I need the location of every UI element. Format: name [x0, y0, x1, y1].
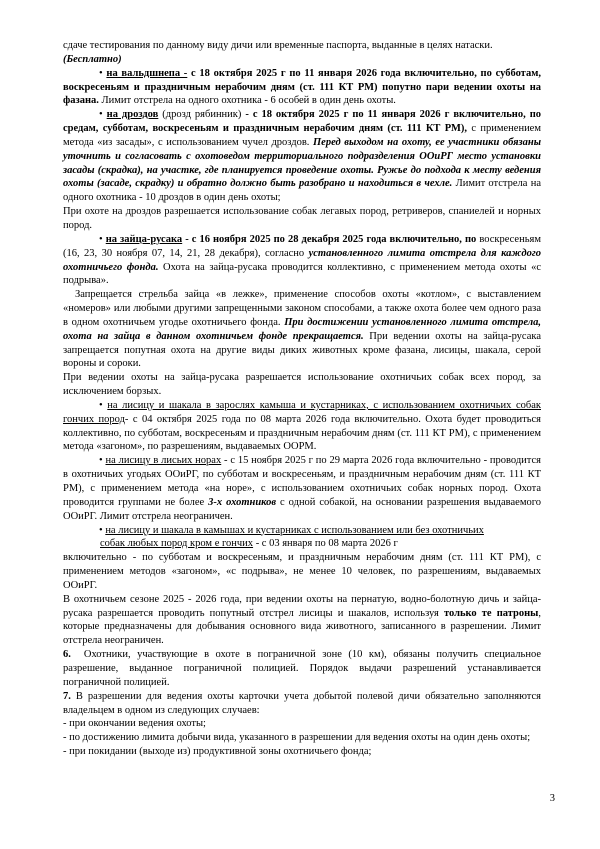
text-run: (Бесплатно): [63, 53, 122, 65]
bullet-marker: •: [99, 67, 107, 79]
text-run: Охота на зайца-русака проводится коллективно, с применением метода охоты «с подрыва».: [63, 261, 542, 287]
para-thrush-dogs: [63, 205, 541, 233]
text-run: - по достижению лимита добычи вида, указанного в разрешении для ведения охоты на один день охоты;: [63, 732, 531, 744]
para-case-leaving-zone: [63, 745, 541, 759]
para-item-7-record-cards: [63, 690, 541, 718]
text-run: При охоте на дроздов разрешается использование собак легавых пород, ретриверов, спаниелей и норных пород.: [63, 206, 541, 231]
para-woodcock-season: [63, 67, 541, 109]
bullet-marker: •: [99, 399, 108, 411]
text-run: собак любых пород кром е гончих: [100, 538, 254, 550]
text-run: Запрещается стрельба зайца «в лежке», применение способов охоты «котлом», с выставлением «номеров» или любыми другими запрещенными законом способами, а также охота более чем одного раза в одном охотничьем угодье охотничьего фонда.: [63, 289, 541, 328]
text-run: установленного лимита отстрела для каждого охотничьего фонда.: [63, 247, 542, 273]
text-run: - с 18 октября 2025 г по 11 января 2026 г включительно, по средам, субботам, воскресеньям и праздничным нерабочим дням (ст. 111 КТ РМ),: [63, 109, 541, 135]
text-run: Перед выходом на охоту, ее участники обязаны уточнить и согласовать с охотоведом территориального подразделения ООиРГ место установки засады (скрадка), на участке, где планируется проведение охоты. Ружье до подхода к месту ведения охоты (засаде, скрадку) и обратно должно быть разобрано и находиться в чехле.: [63, 136, 541, 190]
text-run: на зайца-русака: [105, 233, 183, 245]
para-fox-jackal-reeds-hounds: [63, 399, 541, 454]
bullet-marker: •: [99, 109, 107, 121]
para-thrush-season: [63, 108, 541, 205]
text-run: , которые предназначены для добывания основного вида животного, записанного в разрешении. Лимит отстрела неограничен.: [63, 607, 541, 647]
text-run: В разрешении для ведения охоты карточки учета добытой полевой дичи обязательно заполняются владельцем в одном из следующих случаев:: [63, 690, 541, 716]
text-run: воскресеньям (16, 23, 30 ноября 07, 14, 21, 28 декабря), согласно: [63, 233, 541, 259]
text-run: на дроздов: [106, 109, 159, 121]
para-season-incidental-shooting: [63, 593, 541, 648]
text-run: - с 16 ноября 2025 по 28 декабря 2025 года включительно, по: [182, 233, 480, 245]
item-number: 7.: [63, 690, 71, 702]
text-run: с применением метода «из засады», с использованием чучел дроздов.: [63, 123, 541, 148]
para-fox-dens: [63, 454, 541, 523]
text-run: При достижении установленного лимита отстрела, охота на зайца в данном охотничьем фонде прекращается.: [63, 316, 541, 342]
text-run: В охотничьем сезоне 2025 - 2026 года, при ведении охоты на пернатую, водно-болотную дичь и зайца-русака разрешается проводить попутный отстрел лисицы и шакалов, используя: [63, 593, 541, 619]
para-hare-restrictions: [63, 288, 541, 371]
bullet-marker: •: [99, 233, 106, 245]
para-case-end-of-hunt: [63, 717, 541, 731]
text-run: При ведении охоты на зайца-русака разрешается использование охотничьих собак всех пород, за исключением борзых.: [63, 372, 541, 398]
bullet-marker: •: [99, 455, 106, 467]
text-run: только те патроны: [443, 607, 539, 619]
text-run: с 18 октября 2025 г по 11 января 2026 года включительно, по субботам, воскресеньям и праздничным нерабочим дням (ст. 111 КТ РМ) попутно пари ведении охоты на фазана.: [63, 67, 541, 107]
bullet-marker: •: [99, 524, 106, 536]
para-free-note: [63, 53, 541, 67]
text-run: - при покидании (выходе из) продуктивной зоны охотничьего фонда;: [63, 746, 372, 758]
text-run: на лисицу и шакала в камышах и кустарниках с использованием или без охотничьих: [105, 524, 484, 536]
text-run: Лимит отстрела на одного охотника - 6 особей в один день охоты.: [98, 95, 396, 107]
text-run: (дрозд рябинник): [158, 109, 246, 121]
text-run: на лисицу и шакала в зарослях камыша и кустарниках, с использованием охотничьих собак гончих пород: [63, 399, 541, 425]
para-item-6-border-zone: [63, 648, 541, 690]
text-run: на лисицу в лисьих норах: [105, 455, 222, 467]
page-number: 3: [549, 793, 555, 804]
text-run: сдаче тестирования по данному виду дичи или временные паспорта, выданные в целях натаски.: [63, 40, 493, 51]
para-fox-jackal-reeds-anydogs: [63, 524, 541, 593]
text-run: на вальдшнепа -: [106, 67, 188, 79]
para-case-limit-reached: [63, 731, 541, 745]
text-run: - с 15 ноября 2025 г по 29 марта 2026 года включительно - проводится в охотничьих угодьях ООиРГ, по субботам и воскресеньям, и праздничным нерабочим дням (ст. 111 КТ РМ), с применением метода «на норе», с использованием охотничьих собак норных пород. Охота проводится группами не более: [63, 455, 541, 508]
para-hare-dogs: [63, 371, 541, 399]
text-run: - с 03 января по 08 марта 2026 г: [253, 538, 398, 550]
text-run: При ведении охоты на зайца-русака запрещается попутная охота на другие виды диких животных кроме фазана, лисицы, шакала, серой вороны и сороки.: [63, 330, 541, 370]
text-run: Лимит отстрела на одного охотника - 10 дроздов в один день охоты;: [63, 178, 541, 204]
item-number: 6.: [63, 649, 71, 661]
document-content: [63, 39, 541, 759]
text-run: Охотники, участвующие в охоте в пограничной зоне (10 км), обязаны получить специальное разрешение, выданное пограничной полицией. Порядок выдачи разрешений устанавливается пограничной полицией.: [63, 649, 541, 688]
text-run: с одной собакой, на основании разрешения выдаваемого ООиРГ. Лимит отстрела неограничен.: [63, 496, 542, 522]
text-run: - при окончании ведения охоты;: [63, 718, 206, 730]
text-run: включительно - по субботам и воскресеньям, и праздничным нерабочим дням (ст. 111 КТ РМ), с применением методов «загоном», «с подрыва», не менее 10 человек, по разрешениям, выдаваемых ООиРГ.: [63, 552, 541, 591]
para-hare-season: [63, 233, 541, 288]
para-testing-passports: [63, 39, 541, 53]
text-run: 3-х охотников: [208, 496, 277, 508]
text-run: - с 04 октября 2025 года по 08 марта 2026 года включительно. Охота будет проводиться коллективно, по субботам, воскресеньям и праздничным нерабочим дням (ст. 111 КТ РМ), с применением метода «загоном», по разрешениям, выдаваемых ООРМ.: [63, 413, 541, 453]
